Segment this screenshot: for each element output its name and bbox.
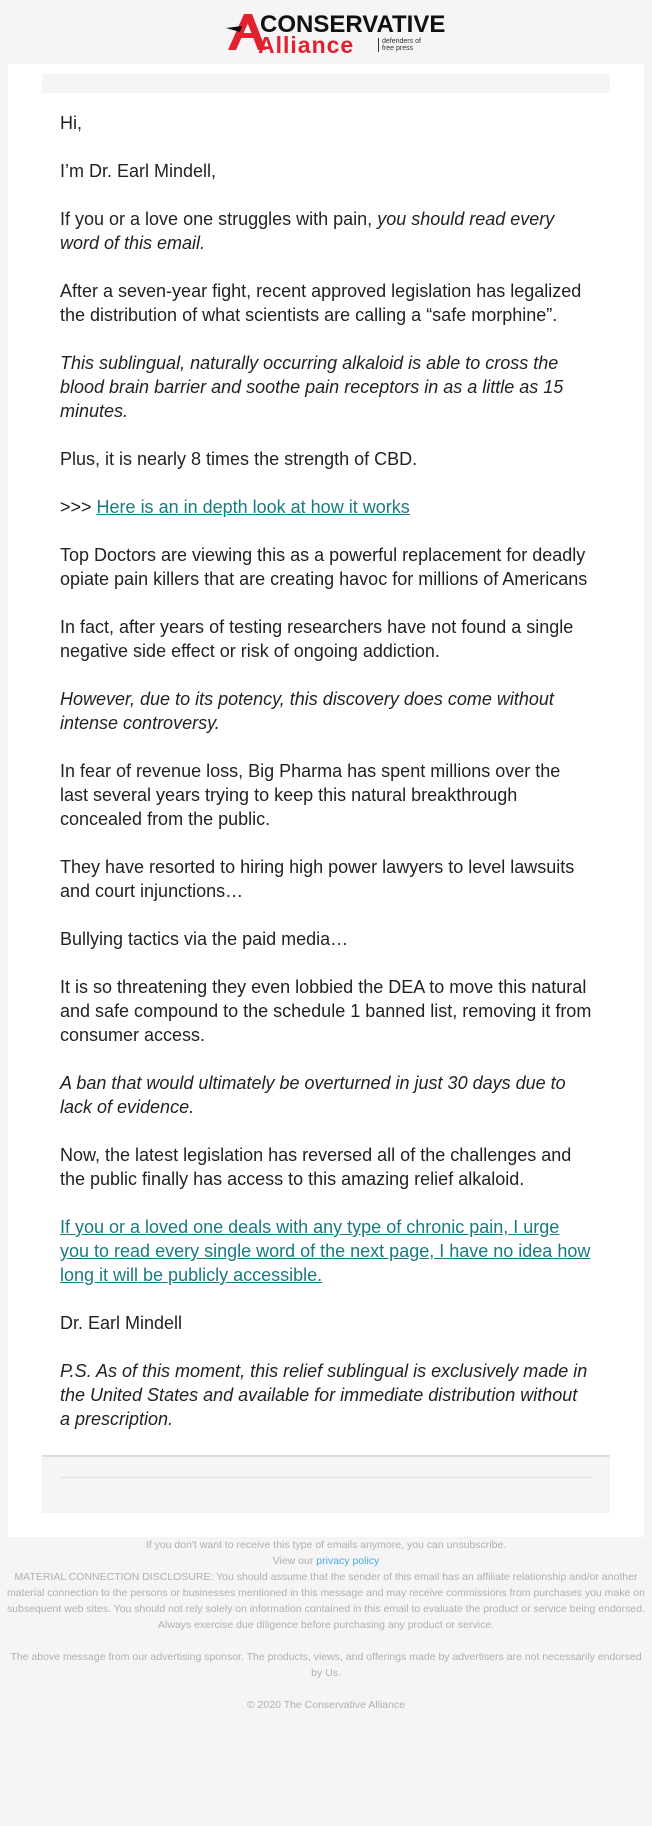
sponsor-notice: The above message from our advertising sponsor. The products, views, and offerings made by advertisers are not necessarily endorsed by Us. xyxy=(10,1651,642,1679)
signature: Dr. Earl Mindell xyxy=(60,1313,183,1333)
privacy-line xyxy=(6,1553,646,1569)
link-1-prefix: >>> xyxy=(60,497,97,517)
paragraph-5: Top Doctors are viewing this as a powerful replacement for deadly opiate pain killers that are creating havoc for millions of Americans xyxy=(60,545,588,589)
link-2-line xyxy=(60,1215,592,1287)
paragraph-1-plain: If you or a love one struggles with pain, xyxy=(60,209,378,229)
email-header xyxy=(0,0,652,64)
paragraph-4: Plus, it is nearly 8 times the strength of CBD. xyxy=(60,449,418,469)
email-body-container xyxy=(8,64,644,1537)
paragraph-1-italic: you should read every word of this email. xyxy=(60,209,555,253)
paragraph-6: In fact, after years of testing researchers have not found a single negative side effect or risk of ongoing addiction. xyxy=(60,617,574,661)
paragraph-3 xyxy=(60,351,592,423)
postscript xyxy=(60,1359,592,1431)
copyright: © 2020 The Conservative Alliance xyxy=(246,1699,406,1711)
paragraph-11: It is so threatening they even lobbied the DEA to move this natural and safe compound to the schedule 1 banned list, removing it from consumer access. xyxy=(60,977,592,1045)
paragraph-12 xyxy=(60,1071,592,1119)
email-content xyxy=(42,93,610,1431)
paragraph-3-italic: This sublingual, naturally occurring alkaloid is able to cross the blood brain barrier and soothe pain receptors in as a little as 15 minutes. xyxy=(60,353,564,421)
logo-line-1: CONSERVATIVE xyxy=(260,11,446,38)
spacer xyxy=(6,1681,646,1697)
paragraph-13: Now, the latest legislation has reversed all of the challenges and the public finally has access to this amazing relief alkaloid. xyxy=(60,1145,572,1189)
paragraph-9: They have resorted to hiring high power lawyers to level lawsuits and court injunctions… xyxy=(60,857,575,901)
logo-tagline: defenders of free press xyxy=(378,38,426,52)
material-disclosure: MATERIAL CONNECTION DISCLOSURE: You should assume that the sender of this email has an affiliate relationship and/or another material connection to the persons or businesses mentioned in this message and may receive commissions from purchases you make on subsequent web sites. You should not rely solely on information contained in this email to evaluate the product or service being endorsed. Always exercise due diligence before purchasing any product or service. xyxy=(7,1571,645,1631)
paragraph-7 xyxy=(60,687,592,735)
paragraph-12-italic: A ban that would ultimately be overturned in just 30 days due to lack of evidence. xyxy=(60,1073,566,1117)
unsubscribe-text[interactable]: If you don't want to receive this type of emails anymore, you can unsubscribe. xyxy=(145,1539,507,1551)
conservative-alliance-logo[interactable] xyxy=(226,11,446,58)
paragraph-10: Bullying tactics via the paid media… xyxy=(60,929,349,949)
paragraph-1 xyxy=(60,207,592,255)
paragraph-2: After a seven-year fight, recent approved legislation has legalized the distribution of what scientists are calling a “safe morphine”. xyxy=(60,281,582,325)
logo-line-2: Alliance xyxy=(258,32,355,58)
link-1-line xyxy=(60,495,592,519)
email-bottom-box xyxy=(42,1455,610,1513)
spacer xyxy=(6,1633,646,1649)
paragraph-7-italic: However, due to its potency, this discovery does come without intense controversy. xyxy=(60,689,554,733)
privacy-prefix: View our xyxy=(272,1555,317,1567)
email-top-bar xyxy=(42,74,610,93)
chronic-pain-link[interactable]: If you or a loved one deals with any type of chronic pain, I urge you to read every single word of the next page, I have no idea how long it will be publicly accessible. xyxy=(60,1217,591,1285)
greeting: Hi, xyxy=(60,113,82,133)
email-footer xyxy=(0,1537,652,1713)
intro: I’m Dr. Earl Mindell, xyxy=(60,161,217,181)
privacy-policy-link[interactable]: privacy policy xyxy=(316,1555,380,1567)
how-it-works-link[interactable]: Here is an in depth look at how it works xyxy=(96,497,410,517)
postscript-italic: P.S. As of this moment, this relief sublingual is exclusively made in the United States and available for immediate distribution without a prescription. xyxy=(60,1361,588,1429)
paragraph-8: In fear of revenue loss, Big Pharma has spent millions over the last several years trying to keep this natural breakthrough concealed from the public. xyxy=(60,761,561,829)
divider xyxy=(60,1477,592,1478)
